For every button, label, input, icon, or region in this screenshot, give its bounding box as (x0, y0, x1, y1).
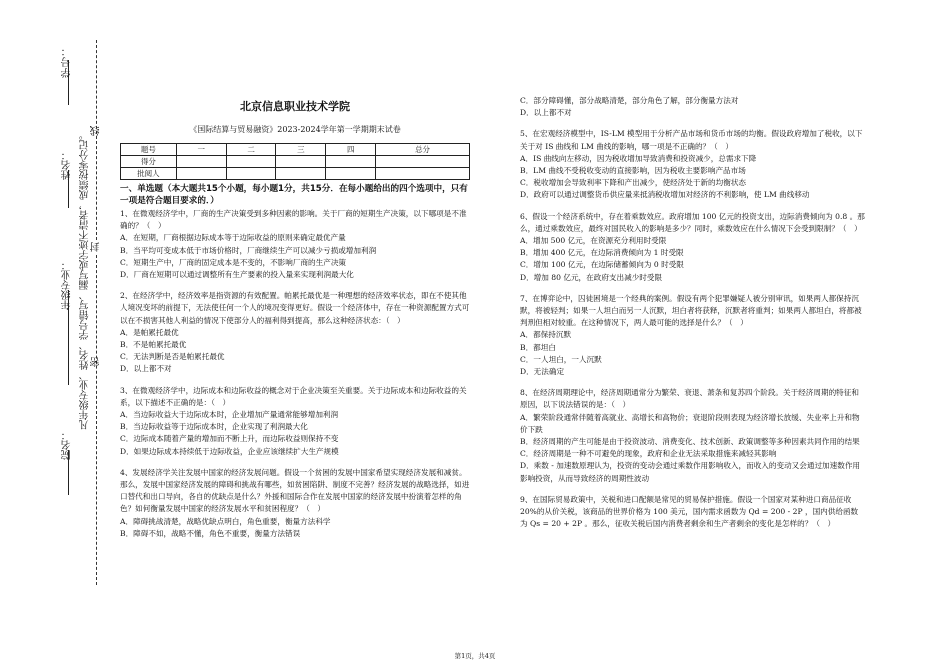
score-table-row (121, 168, 470, 180)
question-stem: 7、在博弈论中，囚徒困境是一个经典的案例。假设有两个犯罪嫌疑人被分别审讯，如果两人都保持沉默，将被轻判；如果一人坦白而另一人沉默，坦白者将获释，沉默者将重判；如果两人都坦白，将都被判刑但相对较重。在这种情况下，两人最可能的选择是什么？（ ） (520, 293, 862, 328)
page-footer: 第1页，共4页 (454, 652, 496, 660)
score-col-header: 三 (276, 144, 326, 156)
score-table-row (121, 156, 470, 168)
question-8 (520, 387, 865, 485)
question-4 (120, 467, 470, 540)
seal-line-top (96, 40, 97, 240)
score-col-header: 四 (326, 144, 376, 156)
option-d[interactable]: D．厂商在短期可以通过调整所有生产要素的投入量来实现利润最大化 (120, 270, 354, 280)
score-cell[interactable] (226, 156, 276, 168)
option-d[interactable]: D．无法确定 (520, 367, 565, 377)
option-a[interactable]: A．IS 曲线向左移动，因为税收增加导致消费和投资减少，总需求下降 (520, 153, 757, 163)
question-stem: 5、在宏观经济模型中，IS-LM 模型用于分析产品市场和货币市场的均衡。假设政府增加了税收，以下关于对 IS 曲线和 LM 曲线的影响，哪一项是不正确的？（ ） (520, 129, 863, 151)
question-9 (520, 494, 865, 531)
option-a[interactable]: A．障碍挑战清楚，战略优缺点明白，角色重要，衡量方法科学 (120, 516, 331, 526)
option-d[interactable]: D．政府可以通过调整货币供应量来抵消税收增加对经济的不利影响，使 LM 曲线移动 (520, 190, 810, 200)
score-cell[interactable] (176, 168, 226, 180)
question-7 (520, 293, 865, 378)
score-row-label: 批阅人 (121, 168, 177, 180)
name-label: 姓名： (62, 150, 73, 180)
school-label: 院名： (62, 430, 73, 460)
option-c[interactable]: C．增加 100 亿元，在边际储蓄倾向为 0 时受限 (520, 260, 684, 270)
option-b[interactable]: B．经济周期的产生可能是由于投资波动、消费变化、技术创新、政策调整等多种因素共同作用的结果 (520, 437, 860, 447)
seal-mark-line: 线 (91, 126, 102, 136)
student-id-label: 学号： (62, 45, 73, 78)
question-3 (120, 385, 470, 458)
option-c[interactable]: C．税收增加会导致利率下降和产出减少，使经济处于新的均衡状态 (520, 178, 747, 188)
grade-major-label: 年级专业： (62, 260, 73, 310)
right-column (520, 95, 865, 531)
option-b[interactable]: B．当平均可变成本低于市场价格时，厂商继续生产可以减少亏损或增加利润 (120, 245, 377, 255)
option-d[interactable]: D．以上都不对 (120, 364, 172, 374)
score-col-header: 总分 (376, 144, 470, 156)
score-cell[interactable] (326, 168, 376, 180)
option-a[interactable]: A．当边际收益大于边际成本时，企业增加产量通常能够增加利润 (120, 410, 339, 420)
question-stem: 8、在经济周期理论中，经济周期通常分为繁荣、衰退、萧条和复苏四个阶段。关于经济周期的特征和原因，以下说法错误的是：（ ） (520, 388, 859, 410)
option-c[interactable]: C．短期生产中，厂商的固定成本是不变的，不影响厂商的生产决策 (120, 257, 347, 267)
score-col-header: 二 (226, 144, 276, 156)
score-cell[interactable] (276, 168, 326, 180)
question-stem: 6、假设一个经济系统中，存在着乘数效应。政府增加 100 亿元的投资支出，边际消费倾向为 0.8 。那么，通过乘数效应，最终对国民收入的影响是多少？同时，乘数效应在什么情况下会受到限制？（ ） (520, 211, 865, 233)
score-table (120, 143, 470, 180)
option-c[interactable]: C．边际成本随着产量的增加而不断上升，而边际收益则保持不变 (120, 434, 339, 444)
option-a[interactable]: A．是帕累托最优 (120, 327, 179, 337)
name-fill-line (68, 170, 69, 208)
grade-major-fill-line (68, 290, 69, 385)
question-stem: 3、在微观经济学中，边际成本和边际收益的概念对于企业决策至关重要。关于边际成本和边际收益的关系，以下描述不正确的是：（ ） (120, 385, 467, 407)
score-cell[interactable] (326, 156, 376, 168)
score-cell[interactable] (276, 156, 326, 168)
filling-notice: 凡年级专业、姓名、学号错写、漏写或字迹不清者，成绩按零分记。 (80, 130, 91, 430)
option-c[interactable]: C．部分障碍懂，部分战略清楚，部分角色了解，部分衡量方法对 (520, 96, 739, 105)
section-heading: 一、单选题（本大题共15个小题，每小题1分，共15分．在每小题给出的四个选项中，只有一项是符合题目要求的．） (120, 184, 468, 206)
option-b[interactable]: B．当边际收益等于边际成本时，企业实现了利润最大化 (120, 422, 308, 432)
score-cell[interactable] (226, 168, 276, 180)
option-a[interactable]: A．繁荣阶段通常伴随着高就业、高增长和高物价；衰退阶段则表现为经济增长放缓、失业率上升和物价下跌 (520, 412, 860, 434)
score-row-label: 得分 (121, 156, 177, 168)
seal-mark-seal: 封 (91, 242, 102, 252)
option-a[interactable]: A．增加 500 亿元，在资源充分利用时受限 (520, 236, 667, 246)
score-table-header-row (121, 144, 470, 156)
option-d[interactable]: D．以上都不对 (520, 108, 572, 118)
question-stem: 2、在经济学中，经济效率是指资源的有效配置。帕累托最优是一种理想的经济效率状态，即在不使其他人境况变坏的前提下，无法使任何一个人的境况变得更好。假设一个经济体中，存在一种资源配置方式可以在不损害其他人利益的情况下使部分人的福利得到提高，那么这种经济状态：（ ） (120, 291, 470, 325)
school-title: 北京信息职业技术学院 (240, 100, 350, 113)
option-d[interactable]: D．如果边际成本持续低于边际收益，企业应该继续扩大生产规模 (120, 446, 339, 456)
option-b[interactable]: B．障碍不如，战略不懂，角色不重要，衡量方法错误 (120, 528, 301, 538)
question-1 (120, 208, 470, 281)
seal-line-bottom (96, 255, 97, 585)
score-cell[interactable] (376, 168, 470, 180)
question-stem: 1、在微观经济学中，厂商的生产决策受到多种因素的影响。关于厂商的短期生产决策，以下哪项是不准确的？（ ） (120, 209, 467, 231)
option-c[interactable]: C．一人坦白，一人沉默 (520, 354, 602, 364)
question-2 (120, 290, 470, 375)
score-cell[interactable] (376, 156, 470, 168)
question-4-continued (520, 95, 865, 119)
score-cell[interactable] (176, 156, 226, 168)
left-column (120, 208, 470, 540)
option-b[interactable]: B．都坦白 (520, 342, 556, 352)
option-a[interactable]: A．在短期，厂商根据边际成本等于边际收益的原则来确定最优产量 (120, 233, 346, 243)
student-id-fill-line (68, 60, 69, 105)
question-5 (520, 128, 865, 201)
exam-title: 《国际结算与贸易融资》2023-2024学年第一学期期末试卷 (189, 125, 401, 134)
school-fill-line (68, 450, 69, 495)
seal-mark-secret: 密 (91, 357, 102, 367)
option-a[interactable]: A．都保持沉默 (520, 330, 572, 340)
option-d[interactable]: D．增加 80 亿元，在政府支出减少时受限 (520, 272, 663, 282)
option-c[interactable]: C．经济周期是一种不可避免的现象，政府和企业无法采取措施来减轻其影响 (520, 449, 777, 459)
score-col-header: 一 (176, 144, 226, 156)
score-col-header: 题号 (121, 144, 177, 156)
option-b[interactable]: B．不是帕累托最优 (120, 340, 187, 350)
option-b[interactable]: B．增加 400 亿元，在边际消费倾向为 1 时受限 (520, 248, 684, 258)
question-6 (520, 211, 865, 284)
question-stem: 9、在国际贸易政策中，关税和进口配额是常见的贸易保护措施。假设一个国家对某种进口商品征收 20%的从价关税，该商品的世界价格为 100 美元，国内需求函数为 Qd = 200 - 2P ，国内供给函数为 Qs = 20 + 2P 。那么，征收关税后国内消费者剩余和生产者剩余的变化是怎样的？（ ） (520, 494, 859, 529)
option-b[interactable]: B．LM 曲线不受税收变动的直接影响，因为税收主要影响产品市场 (520, 166, 746, 176)
option-c[interactable]: C．无法判断是否是帕累托最优 (120, 352, 225, 362)
option-d[interactable]: D．乘数 - 加速数原理认为，投资的变动会通过乘数作用影响收入，而收入的变动又会通过加速数作用影响投资，从而导致经济的周期性波动 (520, 461, 861, 483)
binding-margin (0, 0, 110, 672)
question-stem: 4、发展经济学关注发展中国家的经济发展问题。假设一个贫困的发展中国家希望实现经济发展和减贫。那么，发展中国家经济发展的障碍和挑战有哪些，如贫困陷阱、制度不完善？经济发展的战略选择，如进口替代和出口导向，各自的优缺点是什么？外援和国际合作在发展中国家的经济发展中扮演着怎样的角色？如何衡量发展中国家的经济发展水平和贫困程度？（ ） (120, 467, 470, 514)
